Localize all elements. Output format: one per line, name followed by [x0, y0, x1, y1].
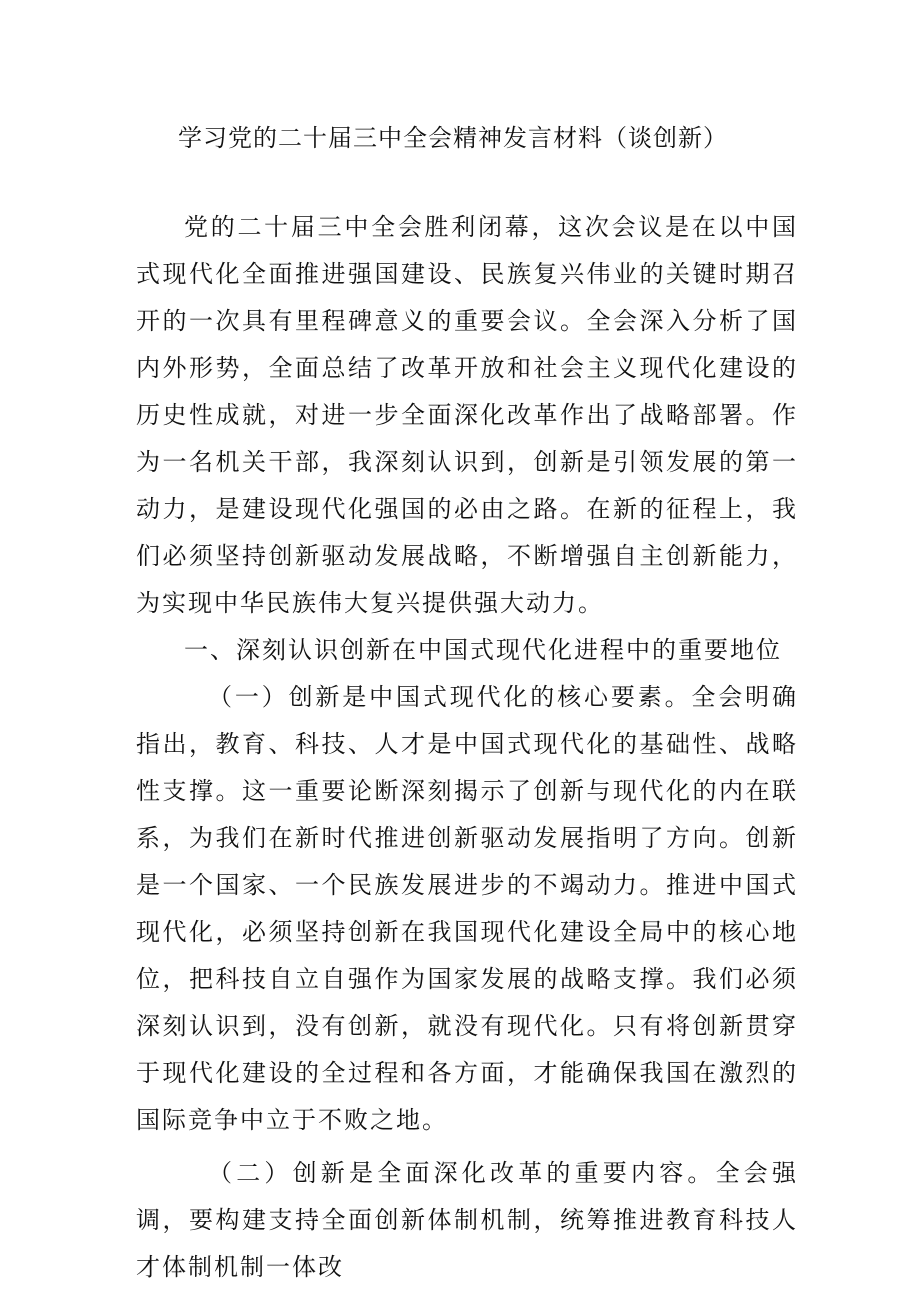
paragraph-subsection-1: （一）创新是中国式现代化的核心要素。全会明确指出，教育、科技、人才是中国式现代化的基础性、战略性支撑。这一重要论断深刻揭示了创新与现代化的内在联系，为我们在新时代推进创新驱动发展指明了方向。创新是一个国家、一个民族发展进步的不竭动力。推进中国式现代化，必须坚持创新在我国现代化建设全局中的核心地位，把科技自立自强作为国家发展的战略支撑。我们必须深刻认识到，没有创新，就没有现代化。只有将创新贯穿于现代化建设的全过程和各方面，才能确保我国在激烈的国际竞争中立于不败之地。 — [136, 683, 798, 1134]
document-title: 学习党的二十届三中全会精神发言材料（谈创新） — [178, 124, 728, 152]
paragraph-subsection-2: （二）创新是全面深化改革的重要内容。全会强调，要构建支持全面创新体制机制，统筹推进教育科技人才体制机制一体改 — [136, 1159, 798, 1281]
document-body — [136, 204, 798, 1291]
section-heading-1: 一、深刻认识创新在中国式现代化进程中的重要地位 — [184, 636, 782, 664]
paragraph-intro: 党的二十届三中全会胜利闭幕，这次会议是在以中国式现代化全面推进强国建设、民族复兴伟业的关键时期召开的一次具有里程碑意义的重要会议。全会深入分析了国内外形势，全面总结了改革开放和社会主义现代化建设的历史性成就，对进一步全面深化改革作出了战略部署。作为一名机关干部，我深刻认识到，创新是引领发展的第一动力，是建设现代化强国的必由之路。在新的征程上，我们必须坚持创新驱动发展战略，不断增强自主创新能力，为实现中华民族伟大复兴提供强大动力。 — [136, 213, 798, 617]
